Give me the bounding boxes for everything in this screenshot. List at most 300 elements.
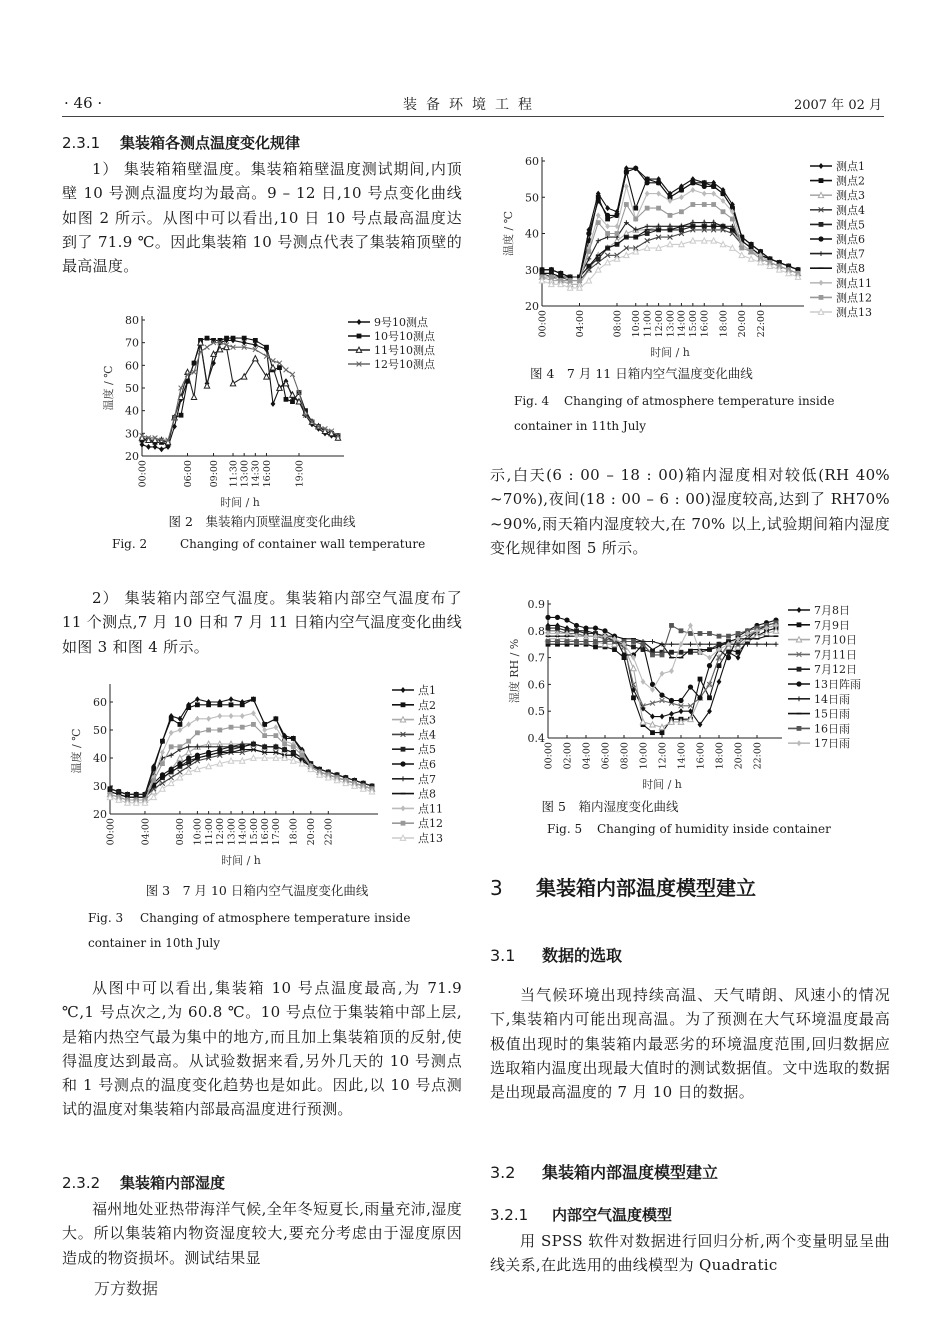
data-point	[264, 345, 269, 350]
legend-entry	[810, 247, 865, 261]
data-point	[641, 642, 646, 647]
paragraph-humidity-results: 示,白天(6 : 00 – 18 : 00)箱内湿度相对较低(RH 40% ~70%),夜间(18 : 00 – 6 : 00)湿度较高,达到了 RH70% ~90%,雨天箱内湿度较大,在 70% 以上,试验期间箱内湿度变化规律如图 5 所示。	[490, 466, 890, 557]
data-point	[251, 697, 256, 702]
data-point	[707, 663, 712, 668]
legend-label: 测点8	[836, 262, 865, 276]
series-line	[142, 340, 338, 449]
data-point	[656, 206, 661, 211]
section-number: 3.2	[490, 1163, 516, 1182]
data-point	[229, 725, 234, 730]
legend-label: 测点5	[836, 218, 865, 232]
data-point	[659, 693, 664, 698]
data-point	[702, 184, 707, 189]
data-point	[270, 365, 275, 370]
data-point	[195, 766, 200, 771]
x-tick-label: 08:00	[619, 742, 631, 770]
data-point	[697, 695, 702, 700]
figure-2-caption-cn: 图 2 集装箱内顶壁温度变化曲线	[168, 514, 356, 529]
data-point	[284, 397, 289, 402]
data-point	[277, 365, 282, 370]
legend-label: 点4	[418, 728, 436, 742]
data-point	[669, 711, 674, 717]
series-line	[548, 617, 776, 700]
data-point	[660, 643, 665, 645]
data-point	[774, 642, 779, 647]
y-tick-label: 0.7	[527, 651, 545, 665]
figure-5	[498, 592, 888, 792]
legend-swatch-marker	[797, 713, 802, 715]
figure-4-chart	[492, 148, 892, 358]
data-point	[178, 722, 183, 727]
y-axis-label: 温度 / ℃	[502, 210, 515, 257]
legend-entry	[392, 757, 436, 771]
x-tick-label: 00:00	[137, 460, 149, 488]
data-point	[253, 342, 258, 348]
x-tick-label: 00:00	[537, 310, 549, 338]
data-point	[217, 761, 222, 766]
data-point	[656, 191, 661, 197]
data-point	[631, 695, 636, 700]
data-point	[282, 742, 287, 747]
data-point	[186, 755, 191, 760]
data-point	[736, 650, 741, 655]
data-point	[290, 372, 295, 377]
series-4	[140, 340, 341, 442]
legend-entry	[392, 683, 436, 697]
legend-label: 7月11日	[814, 648, 857, 662]
data-point	[624, 236, 629, 238]
legend-label: 点6	[418, 758, 436, 771]
data-point	[262, 755, 267, 760]
running-header	[62, 92, 882, 114]
x-tick-label: 18:00	[714, 742, 726, 770]
y-tick-label: 30	[525, 263, 539, 277]
figure-3-chart	[58, 676, 468, 876]
data-point	[711, 238, 716, 243]
data-point	[574, 628, 579, 633]
legend-entry	[810, 217, 865, 231]
data-point	[605, 260, 610, 265]
data-point	[273, 716, 278, 721]
caption-text: Changing of container wall temperature	[180, 537, 426, 551]
data-point	[168, 780, 173, 785]
legend-entry	[788, 737, 850, 750]
data-point	[596, 254, 601, 256]
data-point	[206, 716, 211, 722]
paragraph-wall-temperature: 1） 集装箱箱壁温度。集装箱箱壁温度测试期间,内顶壁 10 号测点温度均为最高。9 – 12 日,10 号点变化曲线如图 2 所示。从图中可以看出,10 日 10 号点最高温度达到了 71.9 ℃。因此集装箱 10 号测点代表了集装箱顶壁的最高温度。	[62, 160, 462, 276]
data-point	[739, 246, 744, 251]
watermark-text: 万方数据	[94, 1279, 159, 1298]
legend-swatch-marker	[796, 681, 801, 686]
data-point	[577, 278, 582, 283]
legend-entry	[788, 663, 857, 676]
x-axis-label: 时间 / h	[221, 854, 261, 867]
data-point	[631, 665, 636, 670]
figure-5-chart	[498, 592, 888, 792]
data-point	[749, 249, 754, 254]
x-tick-label: 20:00	[733, 742, 745, 770]
figure-label: Fig. 3	[88, 911, 124, 925]
data-point	[777, 262, 782, 264]
x-tick-label: 14:00	[676, 742, 688, 770]
data-point	[702, 191, 707, 197]
x-axis-label: 时间 / h	[220, 496, 260, 509]
data-point	[179, 413, 184, 418]
y-tick-label: 0.4	[527, 732, 545, 745]
y-tick-label: 40	[125, 404, 139, 418]
legend-swatch-marker	[797, 740, 802, 746]
y-tick-label: 30	[125, 427, 139, 441]
data-point	[300, 753, 305, 758]
data-point	[191, 394, 196, 399]
data-point	[605, 247, 610, 249]
data-point	[612, 647, 617, 652]
data-point	[231, 336, 236, 341]
data-point	[702, 225, 707, 227]
data-point	[748, 256, 753, 261]
section-title: 集装箱内部温度模型建立	[536, 876, 756, 900]
legend-label: 测点7	[836, 247, 865, 261]
series-line	[142, 343, 338, 440]
legend-label: 测点4	[836, 203, 865, 217]
legend-entry	[348, 343, 436, 357]
data-point	[645, 206, 650, 211]
data-point	[186, 750, 191, 755]
data-point	[690, 238, 695, 243]
x-tick-label: 00:00	[543, 742, 555, 770]
legend-swatch-marker	[797, 607, 802, 613]
x-tick-label: 18:00	[288, 818, 300, 846]
data-point	[177, 755, 182, 760]
data-point	[720, 191, 725, 196]
data-point	[574, 623, 579, 628]
data-point	[240, 702, 245, 707]
series-3	[139, 340, 340, 445]
data-point	[192, 361, 197, 366]
data-point	[211, 351, 216, 356]
legend-swatch-marker	[400, 761, 405, 766]
data-point	[593, 644, 598, 649]
legend-entry	[348, 329, 436, 343]
series-6	[545, 615, 778, 703]
legend-entry	[788, 678, 861, 691]
data-point	[615, 231, 620, 236]
y-axis-label: 温度 / ℃	[102, 365, 115, 411]
data-point	[679, 241, 684, 246]
legend-swatch-marker	[819, 295, 824, 300]
legend-label: 16日雨	[814, 722, 850, 736]
data-point	[679, 187, 684, 192]
y-tick-label: 40	[93, 752, 107, 765]
y-tick-label: 30	[93, 780, 107, 793]
paragraph-data-selection: 当气候环境出现持续高温、天气晴朗、风速小的情况下,集装箱内可能出现高温。为了预测在大气环境温度最高极值出现时的集装箱内最恶劣的环境温度范围,回归数据应选取箱内温度出现最大值时的测试数据值。文中选取的数据是出现最高温度的 7 月 10 日的数据。	[490, 986, 890, 1102]
data-point	[545, 615, 550, 620]
data-point	[206, 702, 211, 707]
data-point	[228, 758, 233, 763]
data-point	[583, 626, 588, 631]
x-tick-label: 16:00	[699, 310, 711, 338]
x-tick-label: 14:30	[250, 460, 262, 488]
data-point	[650, 722, 655, 727]
legend-swatch-marker	[401, 776, 406, 781]
data-point	[195, 730, 200, 735]
legend-entry	[392, 816, 443, 830]
x-tick-label: 22:00	[752, 742, 764, 770]
data-point	[679, 225, 684, 227]
legend-entry	[810, 159, 865, 173]
legend-swatch-marker	[356, 347, 361, 352]
x-tick-label: 08:00	[175, 818, 187, 846]
series-2	[140, 336, 341, 447]
x-tick-label: 22:00	[323, 818, 335, 846]
legend-swatch-marker	[819, 280, 824, 286]
data-point	[702, 238, 707, 243]
data-point	[650, 730, 655, 735]
data-point	[217, 713, 222, 719]
data-point	[730, 217, 735, 222]
data-point	[631, 644, 636, 649]
data-point	[633, 217, 638, 222]
data-point	[224, 336, 229, 341]
x-tick-label: 00:00	[105, 818, 117, 846]
page-number: · 46 ·	[64, 94, 103, 112]
data-point	[730, 245, 735, 250]
data-point	[679, 708, 684, 714]
data-point	[240, 713, 245, 719]
data-point	[633, 236, 638, 238]
data-point	[195, 702, 200, 707]
data-point	[624, 169, 629, 174]
data-point	[602, 628, 607, 633]
data-point	[650, 639, 655, 644]
section-number: 3.1	[490, 946, 516, 965]
section-title: 内部空气温度模型	[552, 1206, 673, 1224]
data-point	[253, 356, 258, 361]
x-tick-label: 11:00	[203, 818, 215, 846]
data-point	[160, 786, 165, 791]
x-tick-label: 18:00	[718, 310, 730, 338]
legend-entry	[392, 801, 443, 815]
legend-label: 点13	[418, 832, 443, 845]
data-point	[605, 213, 610, 218]
legend-swatch-marker	[818, 309, 823, 314]
legend-entry	[392, 727, 436, 741]
data-point	[690, 180, 695, 185]
legend-label: 点2	[418, 698, 436, 712]
y-tick-label: 20	[125, 450, 139, 463]
y-tick-label: 80	[125, 314, 139, 327]
section-3-2-heading	[490, 1160, 718, 1183]
legend-swatch-marker	[797, 667, 802, 672]
data-point	[160, 777, 165, 779]
data-point	[217, 702, 222, 707]
data-point	[678, 698, 683, 703]
figure-4-caption-en	[514, 389, 844, 439]
data-point	[273, 752, 278, 754]
data-point	[264, 354, 269, 359]
x-tick-label: 13:00	[239, 460, 251, 488]
legend-entry	[788, 634, 857, 647]
y-axis-label: 温度 / ℃	[70, 728, 83, 774]
data-point	[730, 229, 735, 231]
y-tick-label: 0.9	[527, 598, 545, 611]
data-point	[764, 642, 769, 647]
legend-label: 点8	[418, 787, 436, 801]
legend-swatch-marker	[401, 687, 406, 693]
x-tick-label: 08:00	[612, 310, 624, 338]
section-title: 集装箱内部温度模型建立	[542, 1163, 719, 1182]
paragraph-model: 用 SPSS 软件对数据进行回归分析,两个变量明显呈曲线关系,在此选用的曲线模型为 Quadratic	[490, 1232, 890, 1275]
figure-5-caption-cn: 图 5 箱内湿度变化曲线	[541, 799, 679, 814]
data-point	[240, 725, 245, 730]
x-tick-label: 09:00	[208, 460, 220, 488]
data-point	[217, 728, 222, 733]
x-tick-label: 12:00	[657, 742, 669, 770]
data-point	[736, 655, 741, 661]
data-point	[186, 739, 191, 744]
data-point	[679, 641, 684, 647]
legend-label: 测点2	[836, 174, 865, 188]
x-tick-label: 06:00	[182, 460, 194, 488]
data-point	[230, 381, 235, 386]
legend-swatch-marker	[401, 793, 406, 795]
data-point	[586, 231, 591, 236]
legend-entry	[810, 261, 865, 275]
legend-label: 7月12日	[814, 663, 857, 677]
data-point	[690, 225, 695, 227]
legend-label: 点5	[418, 743, 436, 757]
x-tick-label: 16:00	[261, 460, 273, 488]
data-point	[668, 213, 673, 218]
data-point	[540, 273, 545, 275]
section-number: 3.2.1	[490, 1206, 529, 1224]
data-point	[555, 615, 560, 620]
data-point	[151, 778, 156, 783]
data-point	[206, 728, 211, 733]
data-point	[565, 639, 570, 644]
legend-label: 点12	[418, 817, 443, 831]
data-point	[690, 202, 695, 207]
data-point	[624, 183, 629, 189]
y-tick-label: 70	[125, 336, 139, 350]
x-tick-label: 04:00	[140, 818, 152, 846]
data-point	[555, 639, 560, 644]
legend-swatch-marker	[401, 821, 406, 826]
legend-entry	[810, 203, 865, 217]
data-point	[774, 635, 779, 637]
data-point	[690, 187, 695, 193]
data-point	[558, 276, 563, 278]
data-point	[669, 657, 674, 659]
legend-swatch-marker	[819, 178, 824, 183]
x-tick-label: 22:00	[755, 310, 767, 338]
legend-label: 测点6	[836, 233, 865, 246]
data-point	[721, 209, 726, 214]
figure-2	[90, 312, 460, 512]
data-point	[726, 655, 731, 660]
legend-label: 10号10测点	[374, 330, 435, 343]
y-tick-label: 50	[525, 191, 539, 205]
data-point	[262, 752, 267, 754]
data-point	[596, 238, 601, 243]
data-point	[178, 766, 183, 768]
y-axis-label: 湿度 RH / %	[508, 638, 521, 704]
legend-label: 点7	[418, 772, 436, 786]
data-point	[720, 241, 725, 246]
legend-label: 测点12	[836, 291, 872, 305]
x-tick-label: 16:00	[259, 818, 271, 846]
x-axis-label: 时间 / h	[642, 778, 682, 791]
x-tick-label: 13:00	[665, 310, 677, 338]
section-3-2-1-heading	[490, 1204, 672, 1225]
legend-entry	[788, 648, 857, 661]
data-point	[159, 446, 164, 452]
legend-label: 15日雨	[814, 707, 850, 721]
data-point	[668, 229, 673, 231]
data-point	[698, 631, 703, 636]
y-tick-label: 40	[525, 227, 539, 241]
data-point	[290, 399, 295, 404]
x-tick-label: 06:00	[600, 742, 612, 770]
x-tick-label: 17:00	[271, 818, 283, 846]
data-point	[229, 702, 234, 707]
data-point	[564, 617, 569, 622]
data-point	[615, 244, 620, 246]
data-point	[605, 231, 610, 236]
data-point	[251, 722, 256, 727]
data-point	[242, 340, 247, 346]
legend-swatch-marker	[819, 251, 824, 256]
data-point	[195, 757, 200, 759]
data-point	[568, 278, 573, 283]
data-point	[688, 649, 693, 651]
data-point	[786, 265, 791, 267]
data-point	[205, 345, 210, 350]
data-point	[195, 716, 200, 722]
data-point	[755, 638, 760, 640]
legend-swatch-marker	[400, 835, 405, 840]
x-tick-label: 10:00	[192, 818, 204, 846]
data-point	[262, 722, 267, 727]
data-point	[749, 247, 754, 249]
x-tick-label: 10:00	[638, 742, 650, 770]
x-tick-label: 15:00	[248, 818, 260, 846]
data-point	[707, 695, 712, 700]
data-point	[206, 754, 211, 756]
section-3-1-heading	[490, 943, 622, 966]
x-axis-label: 时间 / h	[650, 346, 690, 358]
section-number: 2.3.1	[62, 134, 101, 152]
legend-swatch-marker	[357, 334, 362, 339]
data-point	[669, 642, 674, 647]
data-point	[160, 749, 165, 755]
data-point	[546, 639, 551, 644]
data-point	[160, 739, 165, 744]
data-point	[650, 649, 655, 651]
data-point	[667, 241, 672, 246]
x-tick-label: 12:00	[653, 310, 665, 338]
paragraph-humidity: 福州地处亚热带海洋气候,全年冬短夏长,雨量充沛,湿度大。所以集装箱内物资湿度较大,要充分考虑由于湿度原因造成的物资损坏。测试结果显	[62, 1200, 462, 1267]
data-point	[660, 714, 665, 720]
data-point	[186, 744, 191, 749]
data-point	[140, 442, 145, 448]
x-tick-label: 20:00	[737, 310, 749, 338]
data-point	[698, 677, 703, 682]
data-point	[593, 639, 598, 644]
data-point	[736, 631, 741, 636]
legend-swatch-marker	[400, 717, 405, 722]
caption-text: Changing of humidity inside container	[597, 822, 831, 836]
